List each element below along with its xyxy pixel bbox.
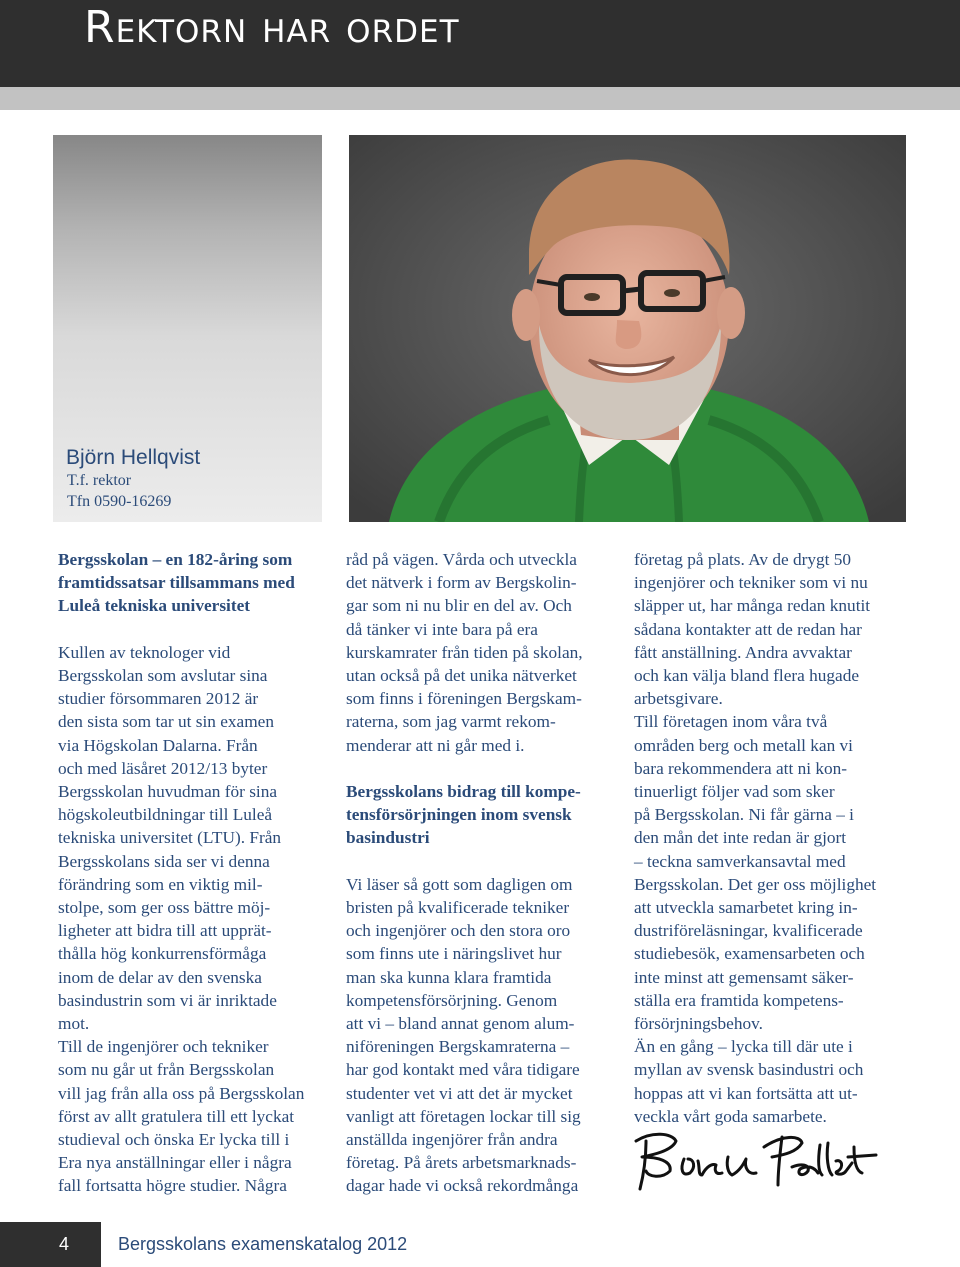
body-line: utan också på det unika nätverket <box>346 666 577 686</box>
body-line: förändring som en viktig mil- <box>58 874 263 894</box>
body-line: veckla vårt goda samarbete. <box>634 1106 827 1126</box>
body-line: via Högskolan Dalarna. Från <box>58 735 258 755</box>
body-line: att utveckla samarbetet kring in- <box>634 898 858 918</box>
article-column-1 <box>58 548 318 1198</box>
body-line: – teckna samverkansavtal med <box>634 851 846 871</box>
body-line: studieval och önska Er lycka till i <box>58 1130 290 1150</box>
body-line: myllan av svensk basindustri och <box>634 1060 864 1080</box>
body-line: har god kontakt med våra tidigare <box>346 1060 580 1080</box>
body-line: sådana kontakter att de redan har <box>634 619 862 639</box>
section-heading-line: tensförsörjningen inom svensk <box>346 805 572 825</box>
body-line: försörjningsbehov. <box>634 1014 763 1034</box>
body-line: vill jag från alla oss på Bergsskolan <box>58 1083 305 1103</box>
body-line: fått anställning. Andra avvaktar <box>634 642 852 662</box>
paragraph-spacer <box>346 850 618 873</box>
body-line: kurskamrater från tiden på skolan, <box>346 642 583 662</box>
body-line: ställa era framtida kompetens- <box>634 990 844 1010</box>
body-line: fall fortsatta högre studier. Några <box>58 1176 287 1196</box>
body-line: arbetsgivare. <box>634 689 723 709</box>
body-line: thålla hög konkurrensförmåga <box>58 944 267 964</box>
body-line: bara rekommendera att ni kon- <box>634 758 848 778</box>
body-line: vanligt att företagen lockar till sig <box>346 1106 581 1126</box>
body-line: på Bergsskolan. Ni får gärna – i <box>634 805 854 825</box>
article-column-3 <box>634 548 924 1128</box>
body-line: råd på vägen. Vårda och utveckla <box>346 550 577 569</box>
section-heading-line: Bergsskolans bidrag till kompe- <box>346 782 581 802</box>
body-line: bristen på kvalificerade tekniker <box>346 898 570 918</box>
body-line: först av allt gratulera till ett lyckat <box>58 1106 295 1126</box>
person-name: Björn Hellqvist <box>66 446 201 469</box>
section-heading-line: framtidssatsar tillsammans med <box>58 573 295 593</box>
page-number: 4 <box>58 1234 69 1254</box>
body-line: tekniska universitet (LTU). Från <box>58 828 282 848</box>
body-line: som finns ute i näringslivet hur <box>346 944 562 964</box>
body-line: niföreningen Bergskamraterna – <box>346 1037 570 1057</box>
body-line: hoppas att vi kan fortsätta att ut- <box>634 1083 858 1103</box>
body-line: stolpe, som ger oss bättre möj- <box>58 898 271 918</box>
person-phone: Tfn 0590-16269 <box>67 493 172 510</box>
body-line: Bergsskolan. Det ger oss möjlighet <box>634 874 877 894</box>
body-line: man ska kunna klara framtida <box>346 967 552 987</box>
body-line: och ingenjörer och den stora oro <box>346 921 571 941</box>
paragraph-spacer <box>58 618 318 641</box>
body-line: basindustrin som vi är inriktade <box>58 990 277 1010</box>
body-line: företag på plats. Av de drygt 50 <box>634 550 852 569</box>
body-line: Bergsskolan som avslutar sina <box>58 666 268 685</box>
body-line: kompetensförsörjning. Genom <box>346 990 558 1010</box>
body-line: menderar att ni går med i. <box>346 735 525 755</box>
body-line: studenter vet vi att det är mycket <box>346 1083 573 1103</box>
section-heading-line: Luleå tekniska universitet <box>58 596 251 616</box>
body-line: raterna, som jag varmt rekom- <box>346 712 556 732</box>
body-line: att vi – bland annat genom alum- <box>346 1014 575 1034</box>
body-line: som finns i föreningen Bergskam- <box>346 689 582 709</box>
page-header <box>0 0 960 87</box>
publication-title: Bergsskolans examenskatalog 2012 <box>118 1234 408 1254</box>
article-column-2 <box>346 548 618 1198</box>
handwritten-signature <box>632 1127 882 1197</box>
body-line: det nätverk i form av Bergskolin- <box>346 573 577 593</box>
paragraph-spacer <box>346 757 618 780</box>
body-line: högskoleutbildningar till Luleå <box>58 805 273 825</box>
header-accent-bar <box>0 87 960 110</box>
section-heading-line: Bergsskolan – en 182-åring som <box>58 550 293 569</box>
body-line: dustriföreläsningar, kvalificerade <box>634 921 863 941</box>
body-line: gar som ni nu blir en del av. Och <box>346 596 572 616</box>
body-line: Bergsskolans sida ser vi denna <box>58 851 270 871</box>
body-line: ingenjörer och tekniker som vi nu <box>634 573 868 593</box>
body-line: den mån det inte redan är gjort <box>634 828 847 848</box>
body-line: mot. <box>58 1014 90 1034</box>
body-line: företag. På årets arbetsmarknads- <box>346 1153 577 1173</box>
body-line: Era nya anställningar eller i några <box>58 1153 292 1173</box>
body-line: Bergsskolan huvudman för sina <box>58 782 278 802</box>
body-line: Kullen av teknologer vid <box>58 642 231 662</box>
body-line: dagar hade vi också rekordmånga <box>346 1176 579 1196</box>
page-title: Rektorn har ordet <box>84 2 460 53</box>
body-line: tinuerligt följer vad som sker <box>634 782 835 802</box>
body-line: inte minst att gemensamt säker- <box>634 967 854 987</box>
body-line: Till de ingenjörer och tekniker <box>58 1037 269 1057</box>
body-line: ligheter att bidra till att upprät- <box>58 921 272 941</box>
body-line: inom de delar av den svenska <box>58 967 262 987</box>
person-role: T.f. rektor <box>67 472 132 489</box>
body-line: släpper ut, har många redan knutit <box>634 596 871 616</box>
body-line: Än en gång – lycka till där ute i <box>634 1037 853 1057</box>
section-heading-line: basindustri <box>346 828 430 848</box>
body-line: studier försommaren 2012 är <box>58 689 259 709</box>
body-line: den sista som tar ut sin examen <box>58 712 274 732</box>
body-line: som nu går ut från Bergsskolan <box>58 1060 275 1080</box>
body-line: då tänker vi inte bara på era <box>346 619 538 639</box>
body-line: och med läsåret 2012/13 byter <box>58 758 268 778</box>
body-line: anställda ingenjörer från andra <box>346 1130 558 1150</box>
body-line: Vi läser så gott som dagligen om <box>346 874 573 894</box>
body-line: studiebesök, examensarbeten och <box>634 944 865 964</box>
body-line: och kan välja bland flera hugade <box>634 666 860 686</box>
portrait-illustration <box>349 135 906 522</box>
body-line: områden berg och metall kan vi <box>634 735 853 755</box>
portrait-photo <box>349 135 906 522</box>
body-line: Till företagen inom våra två <box>634 712 828 732</box>
